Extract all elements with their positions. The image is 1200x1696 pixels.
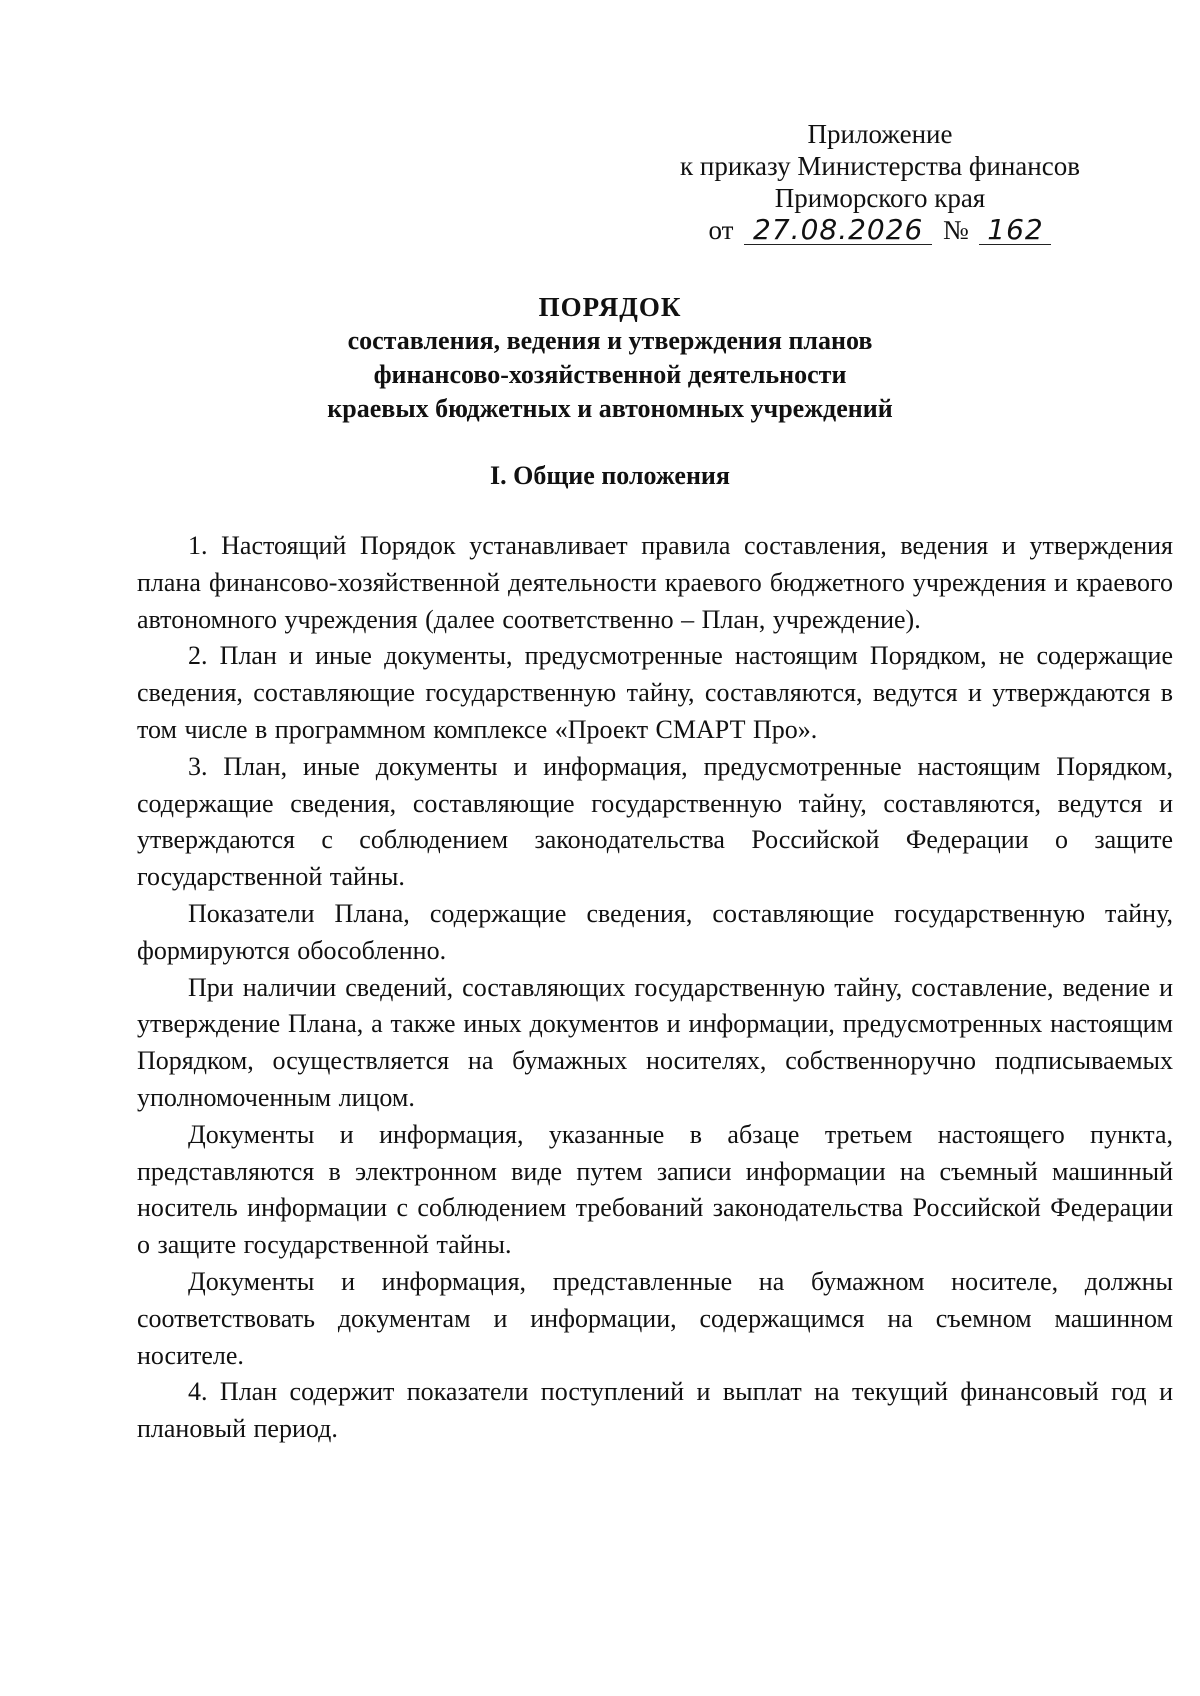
handwritten-number: 162 xyxy=(979,216,1051,245)
date-prefix: от xyxy=(708,215,734,245)
appendix-region: Приморского края xyxy=(774,183,986,213)
handwritten-date: 27.08.2026 xyxy=(744,216,932,245)
title-line-2: финансово-хозяйственной деятельности xyxy=(373,360,847,389)
title-line-3: краевых бюджетных и автономных учреждений xyxy=(327,394,893,423)
paragraph-3-electronic: Документы и информация, указанные в абзаце третьем настоящего пункта, представляются в электронном виде путем записи информации на съемный машинный носитель информации с соблюдением требований законодательства Российской Федерации о защите государственной тайны. xyxy=(137,1119,1173,1260)
document-title xyxy=(180,290,1040,426)
appendix-date-number-line xyxy=(640,214,1120,246)
paragraph-3: 3. План, иные документы и информация, предусмотренные настоящим Порядком, содержащие сведения, составляющие государственную тайну, составляются, ведутся и утверждаются с соблюдением законодательства Российской Федерации о защите государственной тайны. xyxy=(137,751,1173,892)
document-body xyxy=(137,528,1173,1448)
title-line-1: составления, ведения и утверждения планов xyxy=(347,326,873,355)
appendix-header xyxy=(640,118,1120,246)
section-heading: I. Общие положения xyxy=(490,461,730,490)
paragraph-3-paper: При наличии сведений, составляющих государственную тайну, составление, ведение и утверждение Плана, а также иных документов и информации, предусмотренных настоящим Порядком, осуществляется на бумажных носителях, собственноручно подписываемых уполномоченным лицом. xyxy=(137,972,1173,1112)
number-sign: № xyxy=(942,215,969,245)
appendix-label: Приложение xyxy=(807,119,953,149)
title-main: ПОРЯДОК xyxy=(538,292,682,322)
paragraph-3-correspondence: Документы и информация, представленные на бумажном носителе, должны соответствовать документам и информации, содержащимся на съемном машинном носителе. xyxy=(137,1266,1173,1370)
paragraph-4: 4. План содержит показатели поступлений и выплат на текущий финансовый год и плановый период. xyxy=(137,1377,1173,1444)
paragraph-3-indicators: Показатели Плана, содержащие сведения, составляющие государственную тайну, формируются обособленно. xyxy=(137,898,1173,965)
appendix-order-ref: к приказу Министерства финансов xyxy=(680,151,1080,181)
paragraph-1: 1. Настоящий Порядок устанавливает правила составления, ведения и утверждения плана финансово-хозяйственной деятельности краевого бюджетного учреждения и краевого автономного учреждения (далее соответственно – План, учреждение). xyxy=(137,531,1173,634)
paragraph-2: 2. План и иные документы, предусмотренные настоящим Порядком, не содержащие сведения, составляющие государственную тайну, составляются, ведутся и утверждаются в том числе в программном комплексе «Проект СМАРТ Про». xyxy=(137,641,1173,744)
